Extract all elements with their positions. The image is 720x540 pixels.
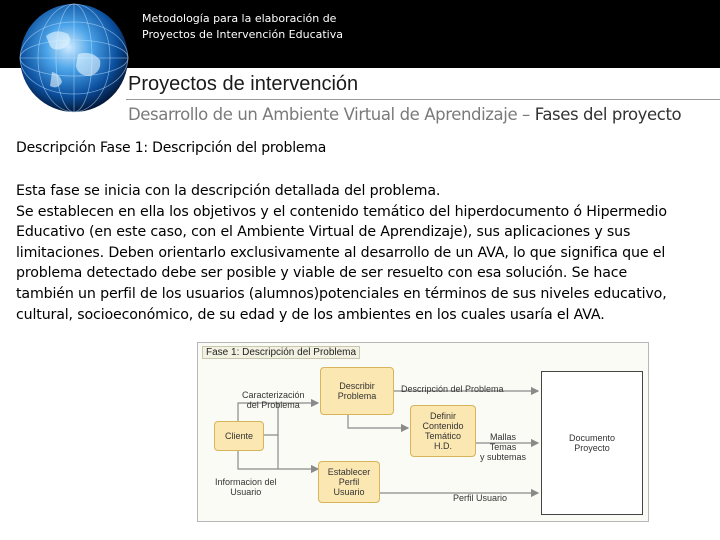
label-mallas-temas: Mallas Temas y subtemas bbox=[480, 432, 527, 462]
node-definir-contenido: Definir Contenido Temático H.D. bbox=[410, 405, 476, 457]
node-describir-problema: Describir Problema bbox=[320, 367, 394, 415]
header-bar bbox=[0, 0, 720, 68]
page-title: Proyectos de intervención bbox=[128, 73, 359, 95]
diagram-title: Fase 1: Descripción del Problema bbox=[202, 346, 360, 359]
body-line: Esta fase se inicia con la descripción detallada del problema. bbox=[16, 183, 441, 199]
body-line: problema detectado debe ser posible y viable de ser resuelto con esa solución. Se hace bbox=[16, 265, 628, 282]
title-divider bbox=[126, 99, 720, 100]
body-line: Educativo (en este caso, con el Ambiente Virtual de Aprendizaje), sus aplicaciones y sus bbox=[16, 224, 631, 241]
label-perfil-usuario: Perfil Usuario bbox=[453, 493, 508, 503]
subtitle-part-1: Desarrollo de un Ambiente Virtual de Aprendizaje bbox=[128, 105, 518, 124]
body-line: limitaciones. Deben orientarlo exclusivamente al desarrollo de un AVA, lo que significa que el bbox=[16, 244, 666, 261]
node-establecer-perfil: Establecer Perfil Usuario bbox=[318, 461, 380, 503]
body-line: cultural, socioeconómico, de su edad y de los ambientes en los cuales usaría el AVA. bbox=[16, 306, 605, 323]
globe-icon bbox=[18, 2, 130, 114]
section-heading: Descripción Fase 1: Descripción del problema bbox=[16, 140, 327, 156]
header-line-2: Proyectos de Intervención Educativa bbox=[142, 28, 343, 41]
node-cliente: Cliente bbox=[214, 421, 264, 451]
label-descripcion-problema: Descripción del Problema bbox=[401, 384, 504, 394]
node-documento-proyecto: Documento Proyecto bbox=[541, 371, 643, 515]
label-informacion-usuario: Informacion del Usuario bbox=[215, 477, 277, 497]
page-subtitle bbox=[128, 105, 681, 124]
body-line: Se establecen en ella los objetivos y el contenido temático del hiperdocumento ó Hipermedio bbox=[16, 203, 667, 220]
body-text bbox=[16, 181, 706, 325]
header-line-1: Metodología para la elaboración de bbox=[142, 12, 337, 25]
body-line: también un perfil de los usuarios (alumnos)potenciales en términos de sus niveles educativo, bbox=[16, 285, 667, 302]
connector bbox=[348, 413, 408, 428]
subtitle-separator: – bbox=[517, 105, 535, 124]
label-caracterizacion: Caracterización del Problema bbox=[242, 390, 305, 410]
process-diagram bbox=[197, 342, 649, 522]
subtitle-part-2: Fases del proyecto bbox=[534, 105, 682, 124]
